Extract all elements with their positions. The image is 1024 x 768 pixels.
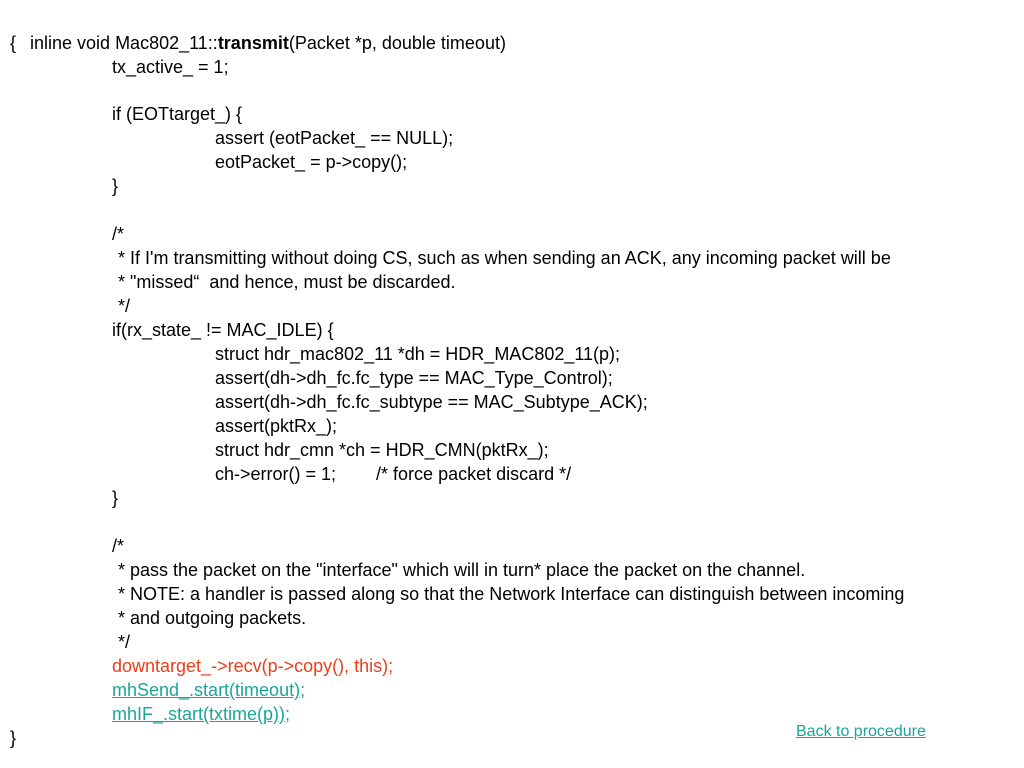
code-line-ch-error: ch->error() = 1; /* force packet discard */ bbox=[215, 464, 572, 484]
signature-prefix: inline void Mac802_11:: bbox=[30, 33, 218, 53]
comment2-close: */ bbox=[118, 632, 131, 652]
code-line-assert-type: assert(dh->dh_fc.fc_type == MAC_Type_Control); bbox=[215, 368, 613, 388]
function-signature bbox=[10, 7, 506, 53]
comment2-line2: * NOTE: a handler is passed along so that the Network Interface can distinguish between incoming bbox=[118, 584, 905, 604]
mhif-start-link[interactable]: mhIF_.start(txtime(p)); bbox=[112, 704, 291, 724]
comment1-close: */ bbox=[118, 296, 131, 316]
mhsend-start-link[interactable]: mhSend_.start(timeout); bbox=[112, 680, 306, 700]
close-brace: } bbox=[10, 728, 17, 748]
signature-params: (Packet *p, double timeout) bbox=[288, 33, 506, 53]
code-line-eot-copy: eotPacket_ = p->copy(); bbox=[215, 152, 408, 172]
code-line-close-if-rx: } bbox=[112, 488, 119, 508]
code-line-assert-eot: assert (eotPacket_ == NULL); bbox=[215, 128, 454, 148]
comment2-line3: * and outgoing packets. bbox=[118, 608, 307, 628]
back-to-procedure-link[interactable]: Back to procedure bbox=[796, 723, 926, 740]
code-line-struct-dh: struct hdr_mac802_11 *dh = HDR_MAC802_11(p); bbox=[215, 344, 621, 364]
comment1-line1: * If I'm transmitting without doing CS, such as when sending an ACK, any incoming packet will be bbox=[118, 248, 891, 268]
code-line-downtarget-recv: downtarget_->recv(p->copy(), this); bbox=[112, 656, 394, 676]
function-name: transmit bbox=[217, 33, 289, 53]
code-line-tx-active: tx_active_ = 1; bbox=[112, 57, 229, 77]
code-line-struct-ch: struct hdr_cmn *ch = HDR_CMN(pktRx_); bbox=[215, 440, 549, 460]
open-brace: { bbox=[10, 33, 17, 53]
comment1-line2: * "missed“ and hence, must be discarded. bbox=[118, 272, 456, 292]
code-line-if-eot: if (EOTtarget_) { bbox=[112, 104, 243, 124]
code-line-if-rx-state: if(rx_state_ != MAC_IDLE) { bbox=[112, 320, 334, 340]
comment1-open: /* bbox=[112, 224, 125, 244]
comment2-line1: * pass the packet on the "interface" which will in turn* place the packet on the channel. bbox=[118, 560, 806, 580]
code-line-close-if-eot: } bbox=[112, 176, 119, 196]
code-line-assert-pktrx: assert(pktRx_); bbox=[215, 416, 338, 436]
comment2-open: /* bbox=[112, 536, 125, 556]
code-line-assert-subtype: assert(dh->dh_fc.fc_subtype == MAC_Subtype_ACK); bbox=[215, 392, 648, 412]
